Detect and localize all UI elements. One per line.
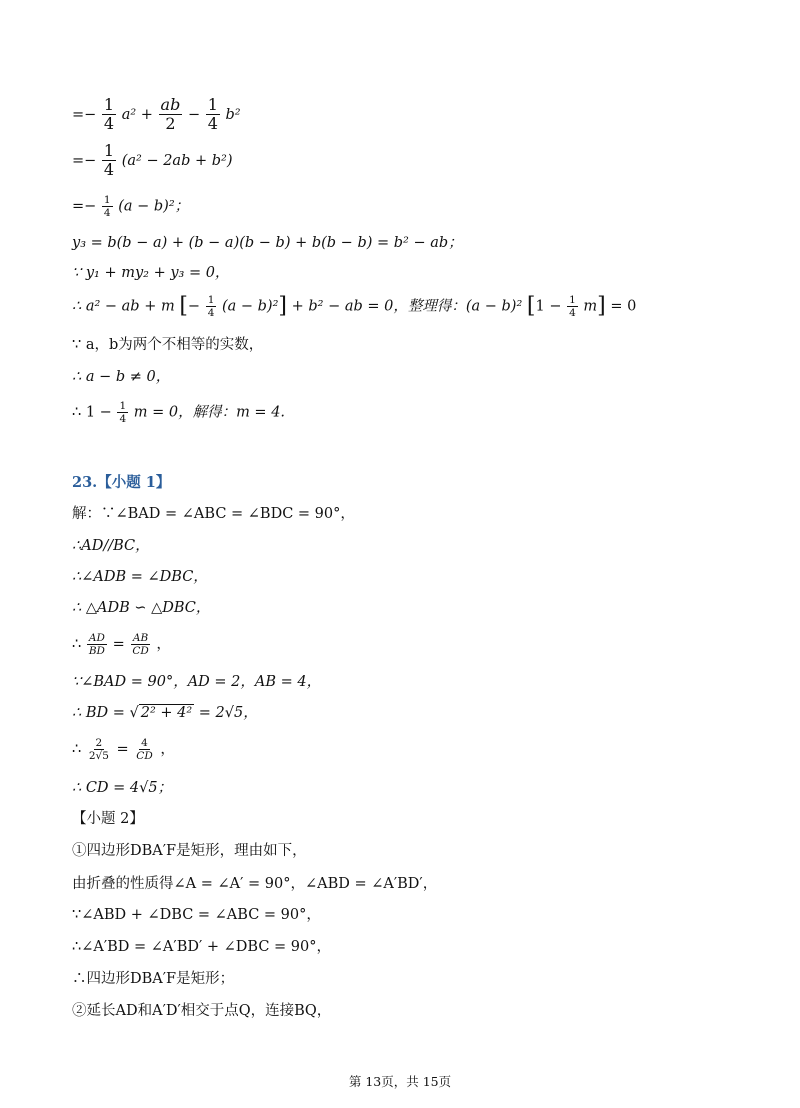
solution-line: ∵∠ABD + ∠DBC = ∠ABC = 90°， <box>72 907 321 923</box>
solution-line: ∴ △ADB ∽ △DBC， <box>72 600 211 616</box>
solution-line: ①四边形DBA′F是矩形，理由如下， <box>72 843 307 859</box>
subquestion-heading: 【小题 2】 <box>72 811 144 827</box>
equation-line-1: =− $\frac{1}{4}$ a² + $\frac{ab}{2}$ − $\frac{1}{4}$ b² <box>72 95 241 134</box>
solution-line: ∴四边形DBA′F是矩形； <box>72 971 235 987</box>
fraction: $\frac{4}{CD}$ <box>136 737 153 763</box>
fraction: $\frac{1}{4}$ <box>207 95 218 134</box>
solution-line: ∴ BD = √ 2² + 4² = 2√5， <box>72 705 258 721</box>
solution-line: ∴ $\frac{AD}{BD}$ = $\frac{AB}{CD}$ ， <box>72 632 171 658</box>
section-heading: 23.【小题 1】 <box>72 474 171 491</box>
solution-line: ∴ CD = 4√5； <box>72 780 173 796</box>
fraction: $\frac{1}{4}$ <box>207 294 215 320</box>
fraction: $\frac{1}{4}$ <box>119 400 127 426</box>
equation-line-5: ∵ y₁ + my₂ + y₃ = 0， <box>72 265 230 281</box>
solution-line: ∴ $\frac{2}{2√5}$ = $\frac{4}{CD}$ ， <box>72 737 175 763</box>
fraction: $\frac{1}{4}$ <box>103 141 115 180</box>
solution-line: 解：∵∠BAD = ∠ABC = ∠BDC = 90°， <box>72 506 355 522</box>
fraction: $\frac{AD}{BD}$ <box>88 632 105 658</box>
solution-line: ∴∠A′BD = ∠A′BD′ + ∠DBC = 90°， <box>72 939 332 955</box>
fraction: $\frac{1}{4}$ <box>569 294 576 320</box>
fraction: $\frac{ab}{2}$ <box>160 95 181 134</box>
equation-line-8: ∴ a − b ≠ 0， <box>72 369 171 385</box>
fraction: $\frac{1}{4}$ <box>103 95 115 134</box>
equation-line-4: y₃ = b(b − a) + (b − a)(b − b) + b(b − b) = b² − ab； <box>72 235 463 251</box>
equation-line-7: ∵ a，b为两个不相等的实数， <box>72 337 264 353</box>
fraction: $\frac{1}{4}$ <box>103 194 111 220</box>
solution-line: 由折叠的性质得∠A = ∠A′ = 90°，∠ABD = ∠A′BD′， <box>72 876 438 892</box>
equation-line-9: ∴ 1 − $\frac{1}{4}$ m = 0，解得：m = 4. <box>72 400 286 426</box>
equation-line-2: =− $\frac{1}{4}$ (a² − 2ab + b²) <box>72 141 233 180</box>
solution-line: ∴∠ADB = ∠DBC， <box>72 569 208 585</box>
equation-line-6: ∴ a² − ab + m [− $\frac{1}{4}$ (a − b)²] + b² − ab = 0，整理得：(a − b)² [1 − $\frac{1}{4}$ m] = 0 <box>72 293 637 320</box>
solution-line: ②延长AD和A′D′相交于点Q，连接BQ， <box>72 1003 332 1019</box>
page-number: 第 13页，共 15页 <box>348 1074 452 1089</box>
equation-line-3: =− $\frac{1}{4}$ (a − b)²； <box>72 194 190 220</box>
solution-line: ∴AD//BC， <box>72 538 150 554</box>
solution-line: ∵∠BAD = 90°，AD = 2，AB = 4， <box>72 674 322 690</box>
fraction: $\frac{AB}{CD}$ <box>132 632 149 658</box>
fraction: $\frac{2}{2√5}$ <box>88 737 109 763</box>
